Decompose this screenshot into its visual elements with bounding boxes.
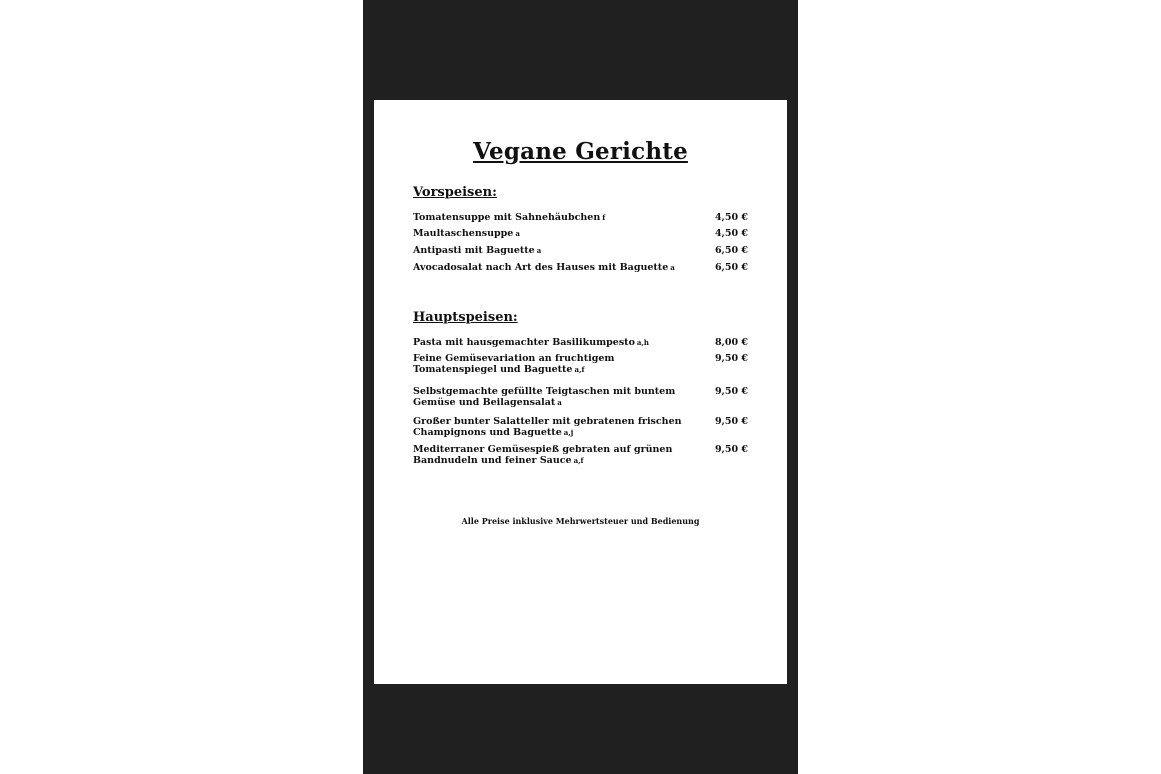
- menu-item-name-line: [413, 416, 688, 438]
- menu-item-price: 9,50 €: [714, 353, 748, 364]
- mains-heading: Hauptspeisen:: [413, 310, 518, 325]
- allergen-code: a,f: [574, 365, 585, 374]
- menu-item: [413, 337, 748, 348]
- starters-heading: Vorspeisen:: [413, 185, 497, 200]
- menu-item-price: 4,50 €: [714, 212, 748, 223]
- menu-item-name-line: [413, 245, 688, 256]
- allergen-code: a: [557, 398, 562, 407]
- menu-item: [413, 262, 748, 273]
- menu-item-name-line: [413, 212, 688, 223]
- menu-item-name: Maultaschensuppe: [413, 228, 514, 239]
- menu-item-price: 6,50 €: [714, 262, 748, 273]
- menu-item-name: Feine Gemüsevariation an fruchtigem Tomatenspiegel und Baguette: [413, 353, 615, 375]
- menu-item-name-line: [413, 353, 628, 375]
- menu-item-name-line: [413, 337, 688, 348]
- allergen-code: a: [536, 246, 542, 255]
- menu-item-price: 9,50 €: [714, 386, 748, 397]
- allergen-code: a: [515, 229, 520, 238]
- menu-item-price: 4,50 €: [714, 228, 748, 239]
- menu-item-price: 9,50 €: [714, 444, 748, 455]
- menu-item-price: 9,50 €: [714, 416, 748, 427]
- menu-title: Vegane Gerichte: [473, 138, 688, 165]
- menu-item-name-line: [413, 386, 683, 408]
- menu-item-price: 6,50 €: [714, 245, 748, 256]
- menu-item: [413, 353, 748, 375]
- allergen-code: a,j: [563, 428, 574, 437]
- menu-item: [413, 416, 748, 438]
- menu-item-name: Selbstgemachte gefüllte Teigtaschen mit buntem Gemüse und Beilagensalat: [413, 386, 676, 408]
- menu-item-name: Tomatensuppe mit Sahnehäubchen: [413, 212, 601, 223]
- menu-item-name: Großer bunter Salatteller mit gebratenen frischen Champignons und Baguette: [413, 416, 682, 438]
- menu-item-name: Antipasti mit Baguette: [413, 245, 535, 256]
- menu-item: [413, 228, 748, 239]
- menu-item: [413, 212, 748, 223]
- menu-item-name-line: [413, 228, 688, 239]
- menu-item-name: Pasta mit hausgemachter Basilikumpesto: [413, 337, 635, 348]
- menu-item-name: Mediterraner Gemüsespieß gebraten auf grünen Bandnudeln und feiner Sauce: [413, 444, 673, 466]
- document-viewer: [363, 0, 798, 774]
- menu-item: [413, 245, 748, 256]
- allergen-code: a,h: [636, 338, 649, 347]
- allergen-code: a,f: [573, 456, 584, 465]
- allergen-code: f: [602, 213, 606, 222]
- menu-item: [413, 386, 748, 408]
- menu-item-name: Avocadosalat nach Art des Hauses mit Baguette: [413, 262, 669, 273]
- menu-item-name-line: [413, 444, 683, 466]
- menu-page: [374, 100, 787, 684]
- menu-item-name-line: [413, 262, 723, 273]
- price-note: Alle Preise inklusive Mehrwertsteuer und Bedienung: [461, 516, 700, 526]
- menu-item-price: 8,00 €: [714, 337, 748, 348]
- allergen-code: a: [670, 263, 675, 272]
- menu-item: [413, 444, 748, 466]
